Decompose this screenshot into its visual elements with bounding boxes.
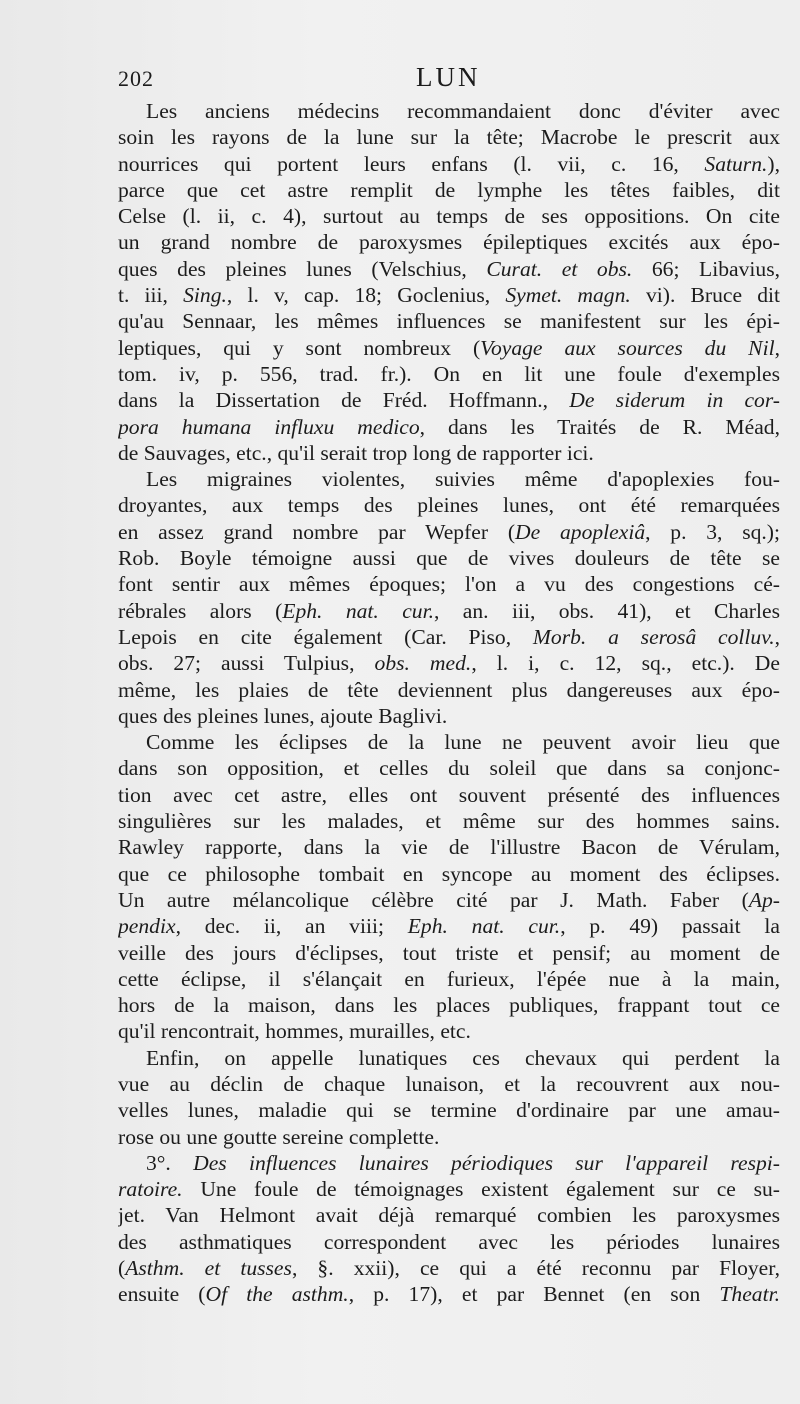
text-line [118, 650, 780, 676]
text-line [118, 1202, 780, 1228]
text-line [118, 177, 780, 203]
text-line [118, 1176, 780, 1202]
italic-text: Eph. nat. cur. [407, 914, 561, 939]
text-line [118, 1229, 780, 1255]
text-line [118, 940, 780, 966]
text-line [118, 308, 780, 334]
text-segment: , dans les Traités de R. Méad, [419, 414, 780, 439]
italic-text: pendix [118, 914, 176, 939]
text-segment: Lepois en cite également (Car. Piso, [118, 624, 533, 649]
text-line [118, 203, 780, 229]
text-segment: velles lunes, maladie qui se termine d'ordinaire par une amau- [118, 1098, 780, 1123]
text-segment: dans son opposition, et celles du soleil que dans sa conjonc- [118, 756, 780, 781]
text-line [118, 492, 780, 518]
text-segment: font sentir aux mêmes époques; l'on a vu des congestions cé- [118, 572, 780, 597]
body-text [118, 98, 780, 1308]
text-line [118, 677, 780, 703]
text-segment: Enfin, on appelle lunatiques ces chevaux qui perdent la [146, 1045, 780, 1070]
running-head: LUN [416, 62, 481, 92]
text-segment: rose ou une goutte sereine complette. [118, 1124, 440, 1149]
text-line [118, 335, 780, 361]
text-segment: ques des pleines lunes, ajoute Baglivi. [118, 703, 448, 728]
italic-text: pora humana influxu medico [118, 414, 420, 439]
text-segment: qu'il rencontrait, hommes, murailles, etc. [118, 1019, 471, 1044]
text-segment: veille des jours d'éclipses, tout triste et pensif; au moment de [118, 940, 780, 965]
text-line [118, 1045, 780, 1071]
italic-text: obs. med. [374, 651, 472, 676]
text-line [118, 1281, 780, 1307]
text-segment: Les migraines violentes, suivies même d'apoplexies fou- [146, 467, 780, 492]
text-line [118, 1150, 780, 1176]
text-line [118, 282, 780, 308]
italic-text: Saturn. [704, 151, 768, 176]
text-segment: obs. 27; aussi Tulpius, [118, 651, 375, 676]
italic-text: Of the asthm. [205, 1282, 349, 1307]
text-segment: 66; Libavius, [632, 256, 780, 281]
text-segment: Rob. Boyle témoigne aussi que de vives douleurs de tête se [118, 546, 780, 571]
text-line [118, 834, 780, 860]
text-line [118, 992, 780, 1018]
text-segment: en assez grand nombre par Wepfer ( [118, 519, 516, 544]
text-segment: Un autre mélancolique célèbre cité par J. Math. Faber ( [118, 887, 749, 912]
text-segment: Les anciens médecins recommandaient donc d'éviter avec [146, 99, 780, 123]
italic-text: Ap- [748, 887, 780, 912]
text-line [118, 755, 780, 781]
text-segment: Celse (l. ii, c. 4), surtout au temps de ses oppositions. On cite [118, 204, 780, 229]
italic-text: De apoplexiâ [515, 519, 646, 544]
text-line [118, 519, 780, 545]
italic-text: Sing. [183, 283, 227, 308]
italic-text: Theatr. [719, 1282, 780, 1307]
text-segment: rébrales alors ( [118, 598, 283, 623]
italic-text: Morb. a serosâ colluv. [532, 624, 775, 649]
text-segment: , an. iii, obs. 41), et Charles [434, 598, 780, 623]
text-segment: ( [118, 1256, 126, 1281]
text-segment: Comme les éclipses de la lune ne peuvent avoir lieu que [146, 730, 780, 755]
text-segment: vi). Bruce dit [630, 283, 780, 308]
text-segment: cette éclipse, il s'élançait en furieux, l'épée nue à la main, [118, 966, 780, 991]
text-segment: , [774, 624, 780, 649]
text-line [118, 571, 780, 597]
text-line [118, 808, 780, 834]
page-number: 202 [118, 66, 154, 91]
page-header [118, 62, 780, 96]
text-segment: parce que cet astre remplit de lymphe les têtes faibles, dit [118, 177, 780, 202]
italic-text: Voyage aux sources du Nil [480, 335, 775, 360]
text-segment: dans la Dissertation de Fréd. Hoffmann., [118, 388, 570, 413]
text-line [118, 1097, 780, 1123]
text-segment: , dec. ii, an viii; [175, 914, 408, 939]
text-line [118, 414, 780, 440]
text-line [118, 151, 780, 177]
text-segment: même, les plaies de tête deviennent plus dangereuses aux épo- [118, 677, 780, 702]
text-segment: hors de la maison, dans les places publiques, frappant tout ce [118, 993, 780, 1018]
text-segment: tion avec cet astre, elles ont souvent présenté des influences [118, 782, 780, 807]
text-segment: t. iii, [118, 283, 184, 308]
text-line [118, 466, 780, 492]
text-line [118, 440, 780, 466]
text-line [118, 256, 780, 282]
text-line [118, 361, 780, 387]
text-segment: qu'au Sennaar, les mêmes influences se manifestent sur les épi- [118, 309, 780, 334]
text-line [118, 913, 780, 939]
text-segment: , [774, 335, 780, 360]
text-line [118, 624, 780, 650]
text-segment: Une foule de témoignages existent également sur ce su- [182, 1177, 780, 1202]
text-segment: , p. 49) passait la [560, 914, 780, 939]
text-line [118, 598, 780, 624]
text-line [118, 1124, 780, 1150]
text-line [118, 782, 780, 808]
italic-text: Des influences lunaires périodiques sur l'appareil respi- [193, 1150, 780, 1175]
text-segment: singulières sur les malades, et même sur des hommes sains. [118, 809, 780, 834]
text-line [118, 1071, 780, 1097]
text-segment: ensuite ( [118, 1282, 206, 1307]
text-segment: , §. xxii), ce qui a été reconnu par Floyer, [291, 1256, 780, 1281]
text-line [118, 124, 780, 150]
text-segment: Rawley rapporte, dans la vie de l'illustre Bacon de Vérulam, [118, 835, 780, 860]
text-segment: vue au déclin de chaque lunaison, et la recouvrent aux nou- [118, 1071, 780, 1096]
italic-text: Eph. nat. cur. [282, 598, 434, 623]
italic-text: Symet. magn. [505, 283, 631, 308]
text-segment: de Sauvages, etc., qu'il serait trop long de rapporter ici. [118, 440, 594, 465]
text-line [118, 966, 780, 992]
text-segment: des asthmatiques correspondent avec les périodes lunaires [118, 1229, 780, 1254]
text-segment: jet. Van Helmont avait déjà remarqué combien les paroxysmes [118, 1203, 780, 1228]
text-segment: , p. 3, sq.); [645, 519, 780, 544]
text-line [118, 729, 780, 755]
text-segment: , l. v, cap. 18; Goclenius, [226, 283, 506, 308]
text-line [118, 703, 780, 729]
text-segment: 3°. [146, 1150, 194, 1175]
text-segment: un grand nombre de paroxysmes épileptiques excités aux épo- [118, 230, 780, 255]
text-line [118, 1018, 780, 1044]
text-segment: ques des pleines lunes (Velschius, [118, 256, 487, 281]
text-line [118, 887, 780, 913]
text-line [118, 229, 780, 255]
text-segment: droyantes, aux temps des pleines lunes, ont été remarquées [118, 493, 780, 518]
italic-text: ratoire. [118, 1177, 183, 1202]
text-line [118, 98, 780, 124]
italic-text: Curat. et obs. [486, 256, 633, 281]
italic-text: Asthm. et tusses [125, 1256, 292, 1281]
text-segment: que ce philosophe tombait en syncope au moment des éclipses. [118, 861, 780, 886]
text-segment: soin les rayons de la lune sur la tête; Macrobe le prescrit aux [118, 125, 780, 150]
text-segment: tom. iv, p. 556, trad. fr.). On en lit une foule d'exemples [118, 361, 780, 386]
text-segment: leptiques, qui y sont nombreux ( [118, 335, 481, 360]
text-line [118, 861, 780, 887]
italic-text: De siderum in cor- [569, 388, 780, 413]
text-line [118, 387, 780, 413]
text-line [118, 1255, 780, 1281]
text-segment: ), [767, 151, 780, 176]
text-segment: , l. i, c. 12, sq., etc.). De [471, 651, 780, 676]
text-line [118, 545, 780, 571]
text-segment: , p. 17), et par Bennet (en son [348, 1282, 720, 1307]
text-segment: nourrices qui portent leurs enfans (l. vii, c. 16, [118, 151, 705, 176]
